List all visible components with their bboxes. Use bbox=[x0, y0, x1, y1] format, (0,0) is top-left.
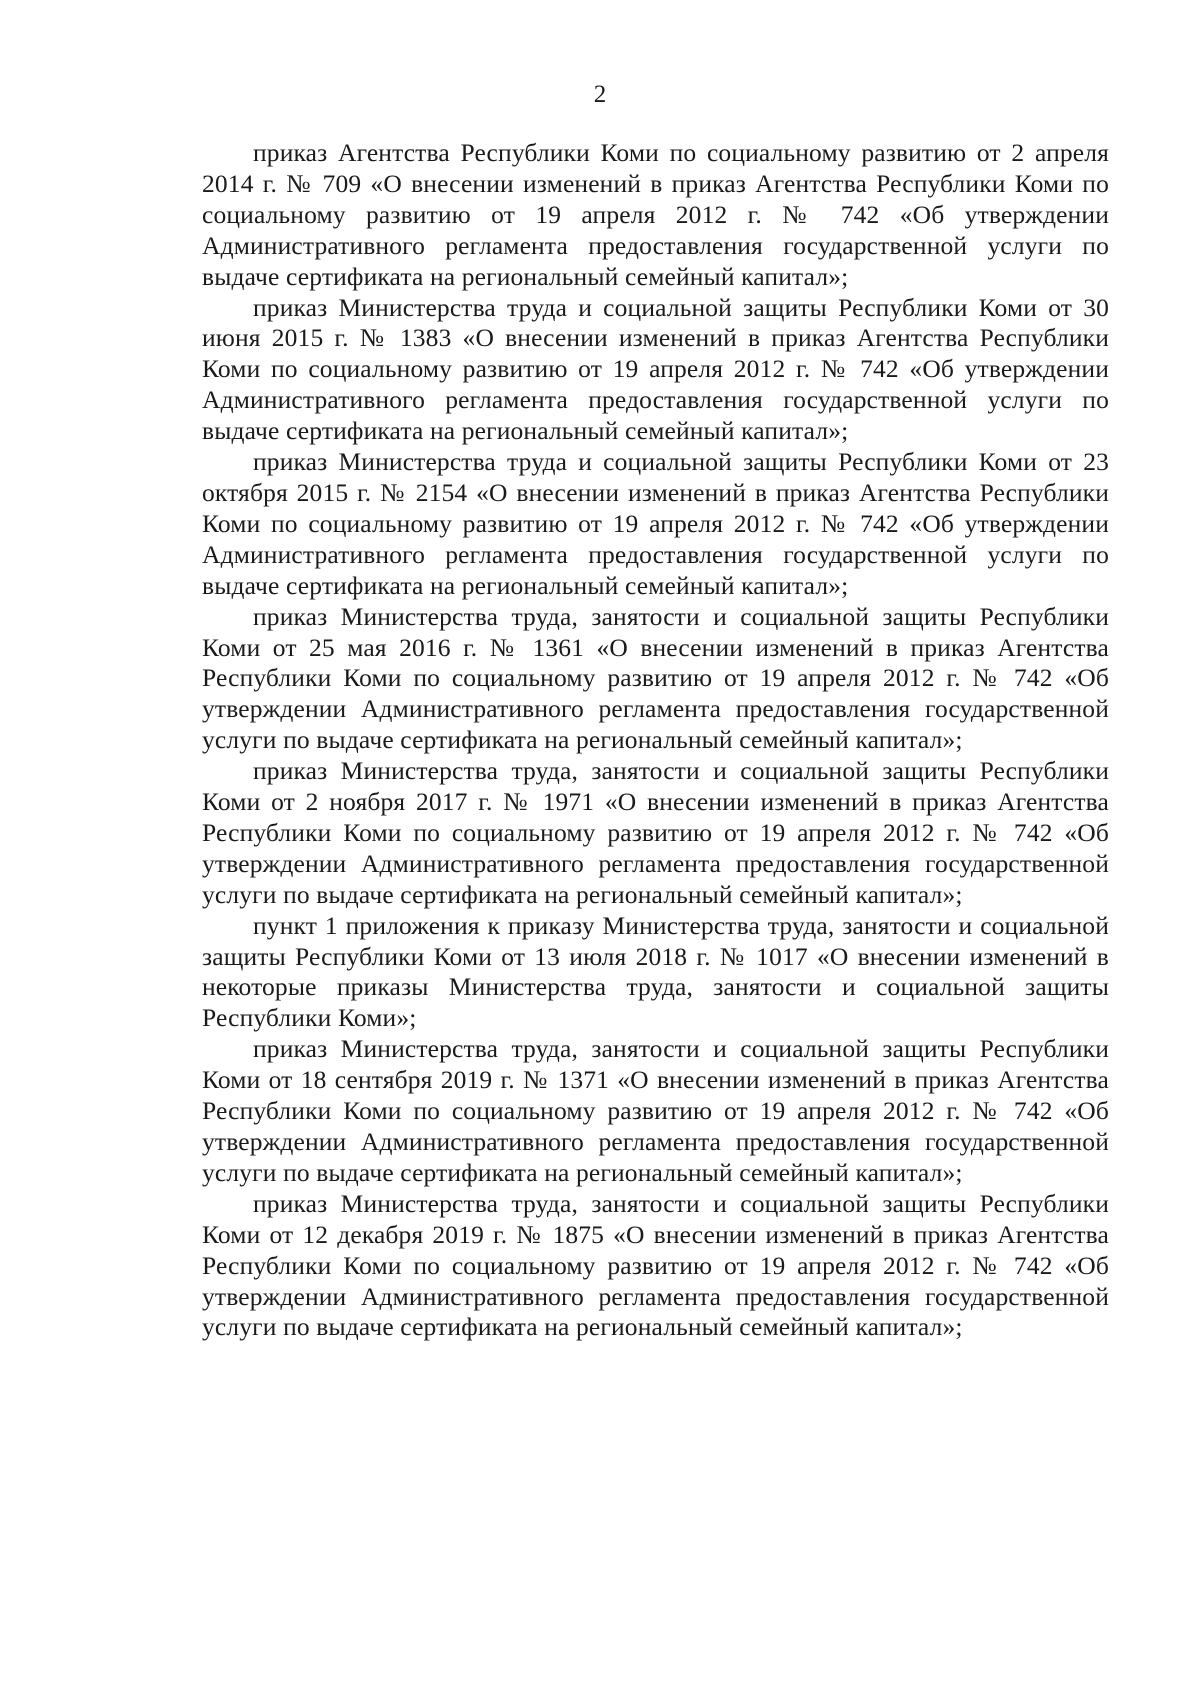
paragraph-order-1383: приказ Министерства труда и социальной защиты Республики Коми от 30 июня 2015 г. № 1383 «О внесении изменений в приказ Агентства Республики Коми по социальному развитию от 19 апреля 2012 г. № 742 «Об утверждении Административного регламента предоставления государственной услуги по выдаче сертификата на региональный семейный капитал»; bbox=[202, 292, 1109, 446]
paragraph-order-1371: приказ Министерства труда, занятости и социальной защиты Республики Коми от 18 сентября 2019 г. № 1371 «О внесении изменений в приказ Агентства Республики Коми по социальному развитию от 19 апреля 2012 г. № 742 «Об утверждении Административного регламента предоставления государственной услуги по выдаче сертификата на региональный семейный капитал»; bbox=[202, 1034, 1109, 1187]
paragraph-order-1361: приказ Министерства труда, занятости и социальной защиты Республики Коми от 25 мая 2016 г. № 1361 «О внесении изменений в приказ Агентства Республики Коми по социальному развитию от 19 апреля 2012 г. № 742 «Об утверждении Административного регламента предоставления государственной услуги по выдаче сертификата на региональный семейный капитал»; bbox=[202, 601, 1109, 755]
page-number: 2 bbox=[593, 81, 607, 108]
paragraph-order-1971: приказ Министерства труда, занятости и социальной защиты Республики Коми от 2 ноября 2017 г. № 1971 «О внесении изменений в приказ Агентства Республики Коми по социальному развитию от 19 апреля 2012 г. № 742 «Об утверждении Административного регламента предоставления государственной услуги по выдаче сертификата на региональный семейный капитал»; bbox=[202, 756, 1109, 909]
paragraph-order-1875: приказ Министерства труда, занятости и социальной защиты Республики Коми от 12 декабря 2019 г. № 1875 «О внесении изменений в приказ Агентства Республики Коми по социальному развитию от 19 апреля 2012 г. № 742 «Об утверждении Административного регламента предоставления государственной услуги по выдаче сертификата на региональный семейный капитал»; bbox=[202, 1188, 1109, 1342]
paragraph-order-1017: пункт 1 приложения к приказу Министерства труда, занятости и социальной защиты Республики Коми от 13 июля 2018 г. № 1017 «О внесении изменений в некоторые приказы Министерства труда, занятости и социальной защиты Республики Коми»; bbox=[202, 910, 1109, 1033]
document-body bbox=[202, 138, 1109, 1343]
paragraph-order-2154: приказ Министерства труда и социальной защиты Республики Коми от 23 октября 2015 г. № 2154 «О внесении изменений в приказ Агентства Республики Коми по социальному развитию от 19 апреля 2012 г. № 742 «Об утверждении Административного регламента предоставления государственной услуги по выдаче сертификата на региональный семейный капитал»; bbox=[202, 447, 1109, 600]
paragraph-order-709: приказ Агентства Республики Коми по социальному развитию от 2 апреля 2014 г. № 709 «О внесении изменений в приказ Агентства Республики Коми по социальному развитию от 19 апреля 2012 г. № 742 «Об утверждении Административного регламента предоставления государственной услуги по выдаче сертификата на региональный семейный капитал»; bbox=[202, 138, 1109, 291]
